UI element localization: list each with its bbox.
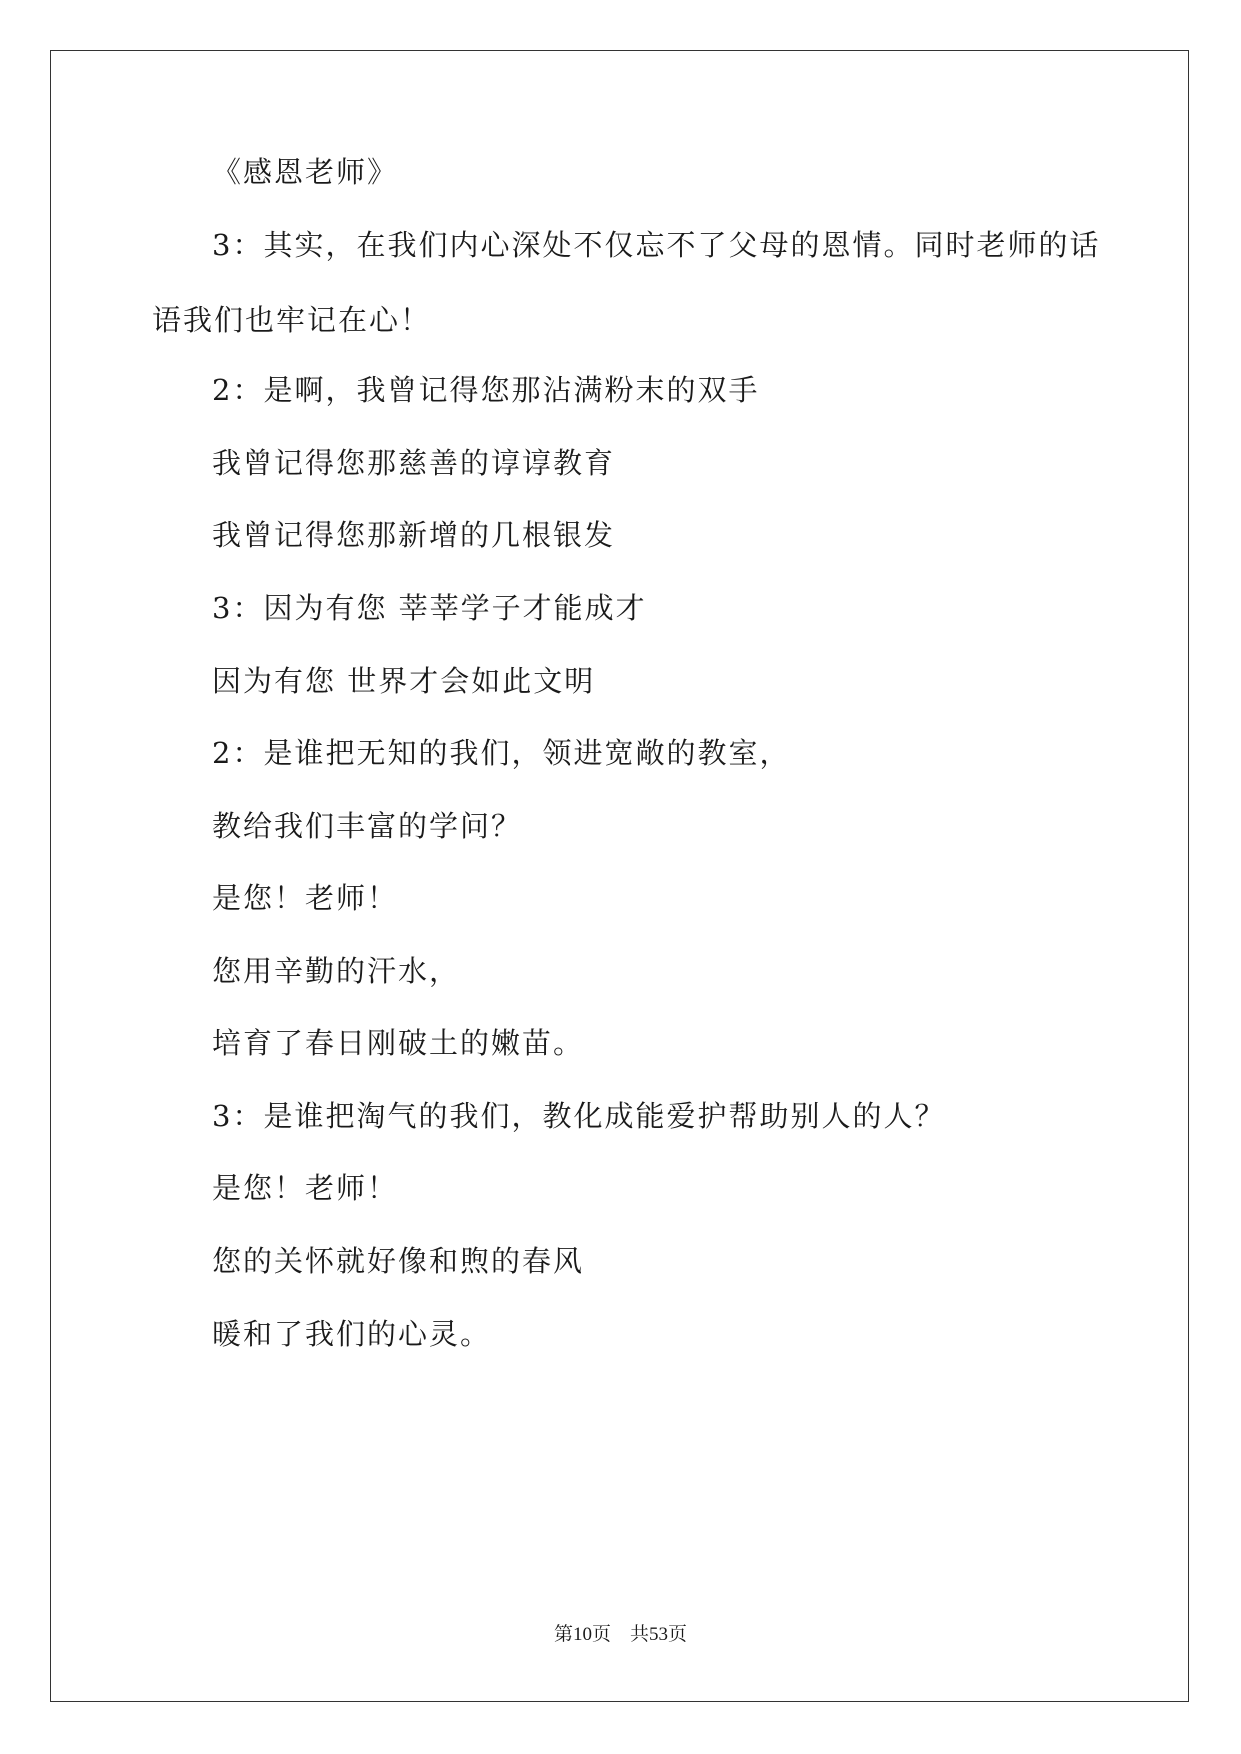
footer-middle: 页 共 <box>591 1623 649 1645</box>
footer-prefix: 第 <box>553 1623 573 1645</box>
text-line: 培育了春日刚破土的嫩苗。 <box>212 1026 585 1060</box>
text-line: 您的关怀就好像和煦的春风 <box>212 1244 585 1278</box>
text-line: 3：因为有您 莘莘学子才能成才 <box>212 591 647 625</box>
text-line: 3：是谁把淘气的我们，教化成能爱护帮助别人的人？ <box>212 1099 946 1133</box>
text-line: 是您！老师！ <box>212 1171 399 1205</box>
page-frame <box>50 50 1189 1702</box>
text-line: 教给我们丰富的学问？ <box>212 809 523 843</box>
text-line: 2：是谁把无知的我们，领进宽敞的教室， <box>212 736 791 770</box>
text-line: 语我们也牢记在心！ <box>152 303 432 337</box>
text-line: 暖和了我们的心灵。 <box>212 1317 492 1351</box>
text-line: 您用辛勤的汗水， <box>212 954 461 988</box>
page-footer <box>0 1625 1241 1644</box>
text-line: 是您！老师！ <box>212 881 399 915</box>
text-line: 因为有您 世界才会如此文明 <box>212 664 596 698</box>
text-line: 3：其实，在我们内心深处不仅忘不了父母的恩情。同时老师的话 <box>212 228 1101 262</box>
current-page-number: 10 <box>572 1624 592 1645</box>
text-line: 2：是啊，我曾记得您那沾满粉末的双手 <box>212 373 760 407</box>
total-page-count: 53 <box>649 1624 668 1645</box>
text-line: 我曾记得您那新增的几根银发 <box>212 518 616 552</box>
text-line: 我曾记得您那慈善的谆谆教育 <box>212 446 616 480</box>
footer-suffix: 页 <box>668 1623 688 1645</box>
document-title: 《感恩老师》 <box>212 155 399 189</box>
